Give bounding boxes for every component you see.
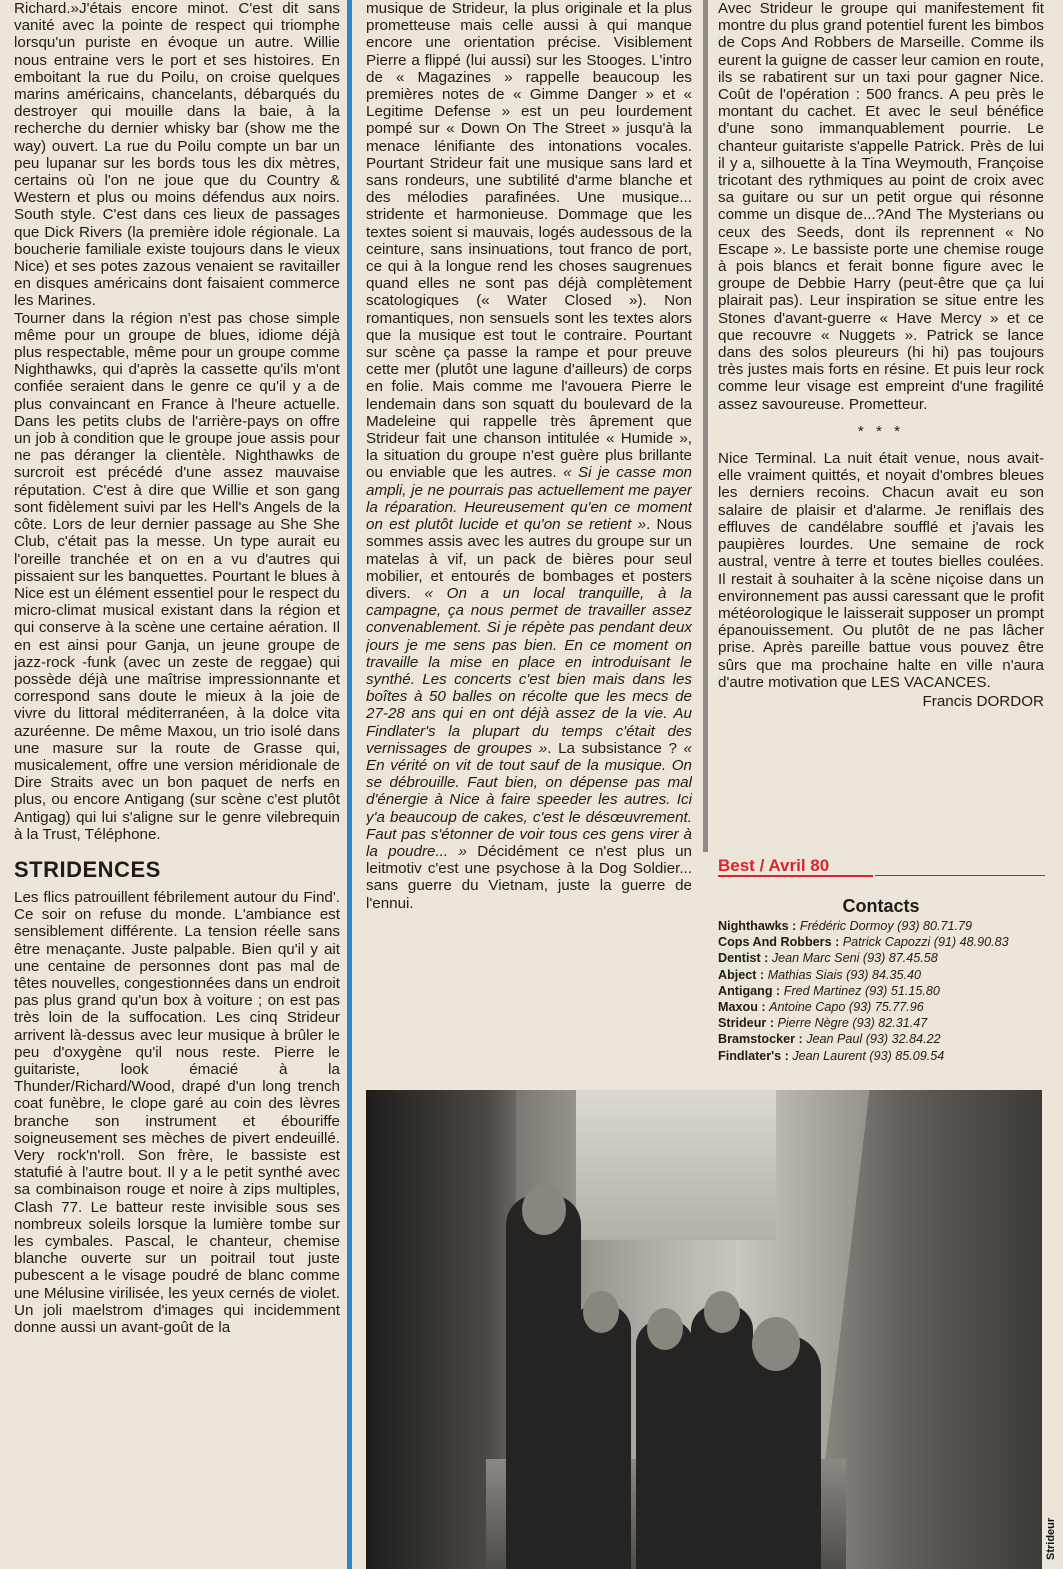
article-column-2 xyxy=(366,0,692,1062)
contact-item xyxy=(718,983,1048,999)
paragraph xyxy=(366,0,692,912)
contact-detail: Jean Marc Seni (93) 87.45.58 xyxy=(771,951,938,966)
photo-sky xyxy=(576,1090,776,1240)
contact-detail: Antoine Capo (93) 75.77.96 xyxy=(769,1000,924,1015)
band-member-figure xyxy=(731,1335,821,1569)
figure-head xyxy=(647,1308,683,1350)
issue-label: Best / Avril 80 xyxy=(718,856,830,875)
contacts-list xyxy=(718,918,1048,1064)
contact-name: Nighthawks : xyxy=(718,919,797,933)
contact-detail: Jean Laurent (93) 85.09.54 xyxy=(792,1048,945,1063)
divider xyxy=(875,875,1045,876)
contact-item xyxy=(718,918,1048,934)
section-separator: * * * xyxy=(857,422,905,440)
contact-item xyxy=(718,999,1048,1015)
paragraph: Nice Terminal. La nuit était venue, nous avait-elle vraiment quittés, et noyait d'ombres bleues les derniers recoins. Chacun avait eu son salaire de plaisir et d'alarme. Je reniflais des effluves de candélabre soufflé et j'avais les paupières lourdes. Une semaine de rock austral, ventre à terre et toutes bielles coulées. Il restait à souhaiter à la scène niçoise dans un environnement pas aussi caressant que le profit météorologique le laisserait supposer un prompt épanouissement. Ou plutôt de ne pas lâcher prise. Après pareille battue vous pouvez être sûrs que ma prochaine halte en ville n'aura d'autre motivation que LES VACANCES. xyxy=(718,450,1044,691)
article-column-1 xyxy=(14,0,340,1569)
contact-detail: Pierre Nègre (93) 82.31.47 xyxy=(777,1016,928,1031)
quote: « En vérité on vit de tout sauf de la musique. On se débrouille. Faut bien, on dépense pas mal d'énergie à Nice à faire speeder les autres. Ici y'a beaucoup de cakes, c'est le désœuvrement. Faut pas s'étonner de voir tous ces gens virer à la poudre... » xyxy=(366,739,692,860)
contact-item xyxy=(718,934,1048,950)
paragraph: Tourner dans la région n'est pas chose simple même pour un groupe de blues, idiome déjà plus respectable, même pour un groupe comme Nighthawks, qui d'après la cassette qu'ils m'ont confiée seraient dans le genre ce qu'il y a de plus convaincant en France à l'heure actuelle. Dans les petits clubs de l'arrière-pays on offre un job à condition que le groupe joue assis pour ne pas déranger la clientèle. Nighthawks de surcroit est précédé d'une assez mauvaise réputation. C'est à dire que Willie et son gang sont fidèlement suivi par les Hell's Angels de la côte. Lors de leur dernier passage au She She Club, c'était pas la messe. Un type aurait eu l'oreille tranchée et on en a vu d'autres qui pissaient sur les banquettes. Pourtant le blues à Nice est un élément essentiel pour le respect du micro-climat musical existant dans la région et qui conserve à la scène une certaine aération. Il en est ainsi pour Ganja, un jeune groupe de jazz-rock -funk (avec un zeste de reggae) qui possède déjà une maîtrise impressionnante et correspond sans doute le mieux à la joie de vivre du littoral méditerranéen, à la dolce vita azuréenne. De même Maxou, un trio isolé dans une masure sur la route de Grasse qui, musicalement, offre une version méridionale de Dire Straits avec un bon paquet de nerfs en plus, ou encore Antigang (sur scène c'est plutôt Antigag) qui lui s'aligne sur le genre vilebrequin à la Trust, Téléphone. xyxy=(14,309,340,843)
quote: « On a un local tranquille, à la campagne, ça nous permet de travailler assez convenablement. Si je répète pas pendant deux jours je me sens pas bien. En ce moment on travaille la mise en place en introduisant le synthé. Les concerts c'est bien mais dans les boîtes à 50 balles on récolte que les mecs de 27-28 ans qui en ont déjà assez de la vie. Au Findlater's la plupart du temps c'était des vernissages de groupes » xyxy=(366,584,692,757)
photo-right-wall xyxy=(812,1090,1042,1569)
contacts-title: Contacts xyxy=(842,896,920,916)
contact-name: Abject : xyxy=(718,967,765,982)
contact-item xyxy=(718,967,1048,983)
article-column-3 xyxy=(718,0,1044,850)
band-member-figure xyxy=(636,1320,694,1569)
paragraph: Richard.»J'étais encore minot. C'est dit sans vanité avec la pointe de respect qui triomphe lorsqu'un puriste en évoque un autre. Willie nous entraine vers le port et ses histoires. En emboitant la rue du Poilu, on croise quelques marins américains, chancelants, débarqués du destroyer qui mouille dans la baie, à la recherche du dernier whisky bar (show me the way) ouvert. La rue du Poilu compte un bar un peu lupanar sur les bords tous les dix mètres, certains où l'on ne joue que du Country & Western et plus ou moins défendus aux noirs. South style. C'est dans ces lieux de passages que Dick Rivers (la première idole régionale. La boucherie familiale existe toujours dans le vieux Nice) et ses potes zazous venaient se ravitailler en disques américains dont faisaient commerce les Marines. xyxy=(14,0,340,310)
band-member-figure xyxy=(571,1305,631,1569)
section-heading: STRIDENCES xyxy=(14,856,161,882)
contact-detail: Patrick Capozzi (91) 48.90.83 xyxy=(842,935,1009,950)
figure-head xyxy=(522,1185,566,1235)
contact-detail: Jean Paul (93) 32.84.22 xyxy=(806,1032,941,1047)
paragraph: Les flics patrouillent fébrilement autour du Find'. Ce soir on refuse du monde. L'ambiance est sensiblement différente. La tension réelle sans être menaçante. Juste palpable. Bien qu'il y ait une centaine de personnes dont pas mal de têtes nouvelles, congestionnées dans un endroit pas plus grand qu'un box à voiture ; on est pas très loin de la suffocation. Les cinq Strideur arrivent là-dessus avec leur musique à brûler le peu d'oxygène qu'il nous reste. Pierre le guitariste, look émacié à la Thunder/Richard/Wood, drapé d'un long trench coat funèbre, le clope garé au coin des lèvres branche son instrument et ébouriffe soigneusement ses mèches de pivert endeuillé. Very rock'n'roll. Son frère, le bassiste est statufié à l'autre bout. Il y a le petit synthé avec sa combinaison rouge et noire à zips multiples, Clash 77. Le batteur reste invisible sous ses nombreux soleils lorsque la lumière tombe sur les cymbales. Pascal, le chanteur, chemise blanche ouverte sur un poitrail tout juste pubescent a le visage poudré de blanc comme une Mélusine virilisée, les yeux cernés de violet. Un joli maelstrom d'images qui incidemment donne aussi un avant-goût de la xyxy=(14,888,340,1337)
contact-name: Strideur : xyxy=(718,1016,774,1031)
contact-item xyxy=(718,1048,1048,1064)
text-run: . La subsistance ? xyxy=(547,739,677,757)
contact-detail: Frédéric Dormoy (93) 80.71.79 xyxy=(799,919,973,933)
contact-name: Bramstocker : xyxy=(718,1032,803,1047)
figure-head xyxy=(583,1291,619,1333)
contact-item xyxy=(718,950,1048,966)
contact-name: Maxou : xyxy=(718,1000,766,1015)
band-photo xyxy=(366,1090,1042,1569)
band-member-figure xyxy=(506,1195,581,1569)
issue-label-underline xyxy=(718,875,873,877)
photo-credit: Strideur xyxy=(1045,1517,1057,1560)
contact-detail: Fred Martinez (93) 51.15.80 xyxy=(783,983,940,998)
contact-detail: Mathias Siais (93) 84.35.40 xyxy=(767,967,921,982)
contact-name: Dentist : xyxy=(718,951,769,966)
paragraph: Avec Strideur le groupe qui manifestement fit montre du plus grand potentiel furent les bimbos de Cops And Robbers de Marseille. Comme ils eurent la guigne de casser leur camion en route, ils se rabatirent sur un taxi pour gagner Nice. Coût de l'opération : 500 francs. A peu près le montant du cachet. Et avec le seul bénéfice d'une sono immanquablement pourrie. Le chanteur guitariste s'appelle Patrick. Près de lui il y a, silhouette à la Tina Weymouth, Françoise tricotant des rythmiques au point de croix avec sa guitare ou sur un petit orgue qui résonne comme un disque de...?And The Mysterians ou ceux des Seeds, dont ils reprennent « No Escape ». Le bassiste porte une chemise rouge à pois blancs et ferait bonne figure avec le groupe de Debbie Harry (peut-être que ça lui plairait pas). Leur inspiration se situe entre les Stones d'avant-guerre « Have Mercy » et ce que recouvre « Nuggets ». Patrick se lance dans des solos pleureurs (hi hi) pas toujours très justes mais forts en résine. Et puis leur rock comme leur visage est empreint d'une fragilité assez savoureuse. Prometteur. xyxy=(718,0,1044,413)
blue-column-rule xyxy=(347,0,352,1569)
text-run: . Nous sommes assis avec les autres du groupe sur un matelas à vif, un pack de bières pour seul mobilier, et entourés de bombages et posters divers. xyxy=(366,516,692,602)
figure-head xyxy=(752,1317,800,1371)
author-byline: Francis DORDOR xyxy=(922,692,1044,710)
text-run: Décidément ce n'est plus un leitmotiv c'est une psychose à la Dog Soldier... sans guerre du Vietnam, juste la guerre de l'ennui. xyxy=(366,842,692,912)
contact-name: Cops And Robbers : xyxy=(718,935,840,950)
figure-head xyxy=(704,1291,740,1333)
contact-name: Findlater's : xyxy=(718,1048,789,1063)
contact-item xyxy=(718,1031,1048,1047)
contact-name: Antigang : xyxy=(718,983,781,998)
quote: « Si je casse mon ampli, je ne pourrais pas actuellement me payer la réparation. Heureusement qu'en ce moment on est plutôt lucide et qu'on se retient » xyxy=(366,464,692,534)
contact-item xyxy=(718,1015,1048,1031)
text-run: musique de Strideur, la plus originale et la plus prometteuse mais celle aussi à qui manque encore une orientation précise. Visiblement Pierre a flippé (lui aussi) sur les Stooges. L'intro de « Magazines » rappelle beaucoup les premières notes de « Gimme Danger » et « Legitime Defense » est un peu lourdement pompé sur « Down On The Street » jusqu'à la menace lénifiante des intonations vocales. Pourtant Strideur fait une musique sans lard et sans rondeurs, une subtilité d'arme blanche et des mélodies parafinées. Une musique... stridente et harmonieuse. Dommage que les textes soient si mauvais, logés audessous de la ceinture, sans insinuations, tout franco de port, ce qui à la longue rend les choses saugrenues quand elles ne sont pas déjà complètement scatologiques (« Water Closed »). Non romantiques, non sensuels sont les textes alors que la musique est tout le contraire. Pourtant sur scène ça passe la rampe et pour preuve cette mer (plutôt une lagune d'ailleurs) de corps en folie. Mais comme me l'avouera Pierre le lendemain dans son squatt du boulevard de la Madeleine qui rappelle très âprement que Strideur fait une chanson intitulée « Humide », la situation du groupe n'est guère plus brillante ou enviable que les autres. xyxy=(366,0,692,482)
grey-column-rule xyxy=(703,0,708,852)
